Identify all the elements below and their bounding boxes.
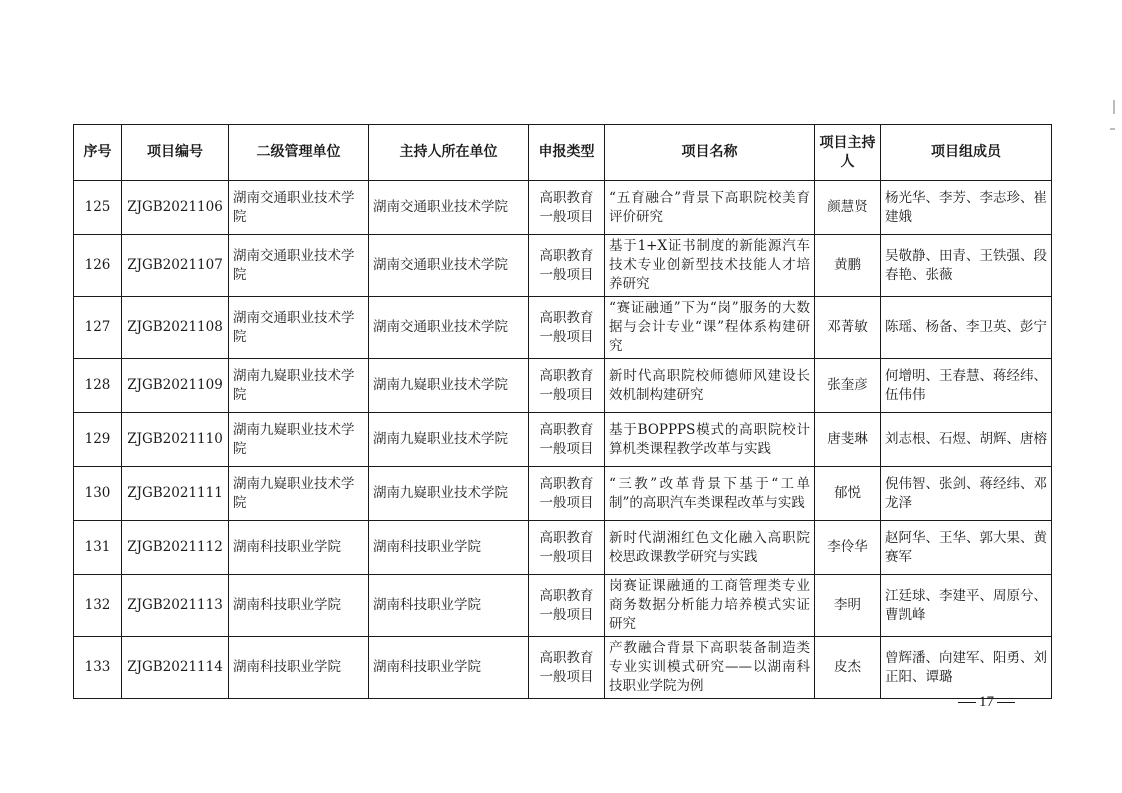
table-row <box>74 235 1052 297</box>
header-no: 序号 <box>74 125 122 181</box>
table-row <box>74 359 1052 413</box>
cell-members: 赵阿华、王华、郭大果、黄赛军 <box>881 521 1052 575</box>
table-row <box>74 413 1052 467</box>
cell-name: 新时代湖湘红色文化融入高职院校思政课教学研究与实践 <box>605 521 815 575</box>
project-table <box>73 124 1052 699</box>
cell-name: “三教”改革背景下基于“工单制”的高职汽车类课程改革与实践 <box>605 467 815 521</box>
header-code: 项目编号 <box>122 125 229 181</box>
page-number-value: 17 <box>979 694 994 710</box>
cell-code: ZJGB2021109 <box>122 359 229 413</box>
cell-unit: 湖南科技职业学院 <box>229 521 369 575</box>
cell-host-unit: 湖南交通职业技术学院 <box>369 181 529 235</box>
cell-members: 刘志根、石煜、胡辉、唐榕 <box>881 413 1052 467</box>
cell-code: ZJGB2021111 <box>122 467 229 521</box>
header-name: 项目名称 <box>605 125 815 181</box>
cell-members: 曾辉潘、向建军、阳勇、刘正阳、谭璐 <box>881 637 1052 699</box>
cell-host-unit: 湖南九嶷职业技术学院 <box>369 359 529 413</box>
table-row <box>74 181 1052 235</box>
cell-no: 131 <box>74 521 122 575</box>
cell-leader: 郁悦 <box>815 467 881 521</box>
cell-leader: 唐斐琳 <box>815 413 881 467</box>
cell-members: 江廷球、李建平、周原兮、曹凯峰 <box>881 575 1052 637</box>
cell-type: 高职教育一般项目 <box>529 467 605 521</box>
cell-name: “五育融合”背景下高职院校美育评价研究 <box>605 181 815 235</box>
scan-artifact <box>1110 128 1115 130</box>
cell-host-unit: 湖南科技职业学院 <box>369 575 529 637</box>
cell-code: ZJGB2021110 <box>122 413 229 467</box>
header-host-unit: 主持人所在单位 <box>369 125 529 181</box>
cell-unit: 湖南交通职业技术学院 <box>229 297 369 359</box>
header-unit: 二级管理单位 <box>229 125 369 181</box>
cell-code: ZJGB2021113 <box>122 575 229 637</box>
cell-type: 高职教育一般项目 <box>529 521 605 575</box>
cell-leader: 皮杰 <box>815 637 881 699</box>
cell-unit: 湖南科技职业学院 <box>229 575 369 637</box>
cell-host-unit: 湖南科技职业学院 <box>369 521 529 575</box>
cell-code: ZJGB2021108 <box>122 297 229 359</box>
cell-no: 133 <box>74 637 122 699</box>
cell-unit: 湖南交通职业技术学院 <box>229 235 369 297</box>
cell-host-unit: 湖南交通职业技术学院 <box>369 235 529 297</box>
header-leader: 项目主持人 <box>815 125 881 181</box>
cell-name: “赛证融通”下为“岗”服务的大数据与会计专业“课”程体系构建研究 <box>605 297 815 359</box>
cell-members: 陈瑶、杨备、李卫英、彭宁 <box>881 297 1052 359</box>
cell-no: 130 <box>74 467 122 521</box>
cell-leader: 黄鹏 <box>815 235 881 297</box>
cell-code: ZJGB2021112 <box>122 521 229 575</box>
cell-leader: 颜慧贤 <box>815 181 881 235</box>
cell-name: 岗赛证课融通的工商管理类专业商务数据分析能力培养模式实证研究 <box>605 575 815 637</box>
page-number <box>955 694 1018 711</box>
cell-members: 吴敬静、田青、王铁强、段春艳、张薇 <box>881 235 1052 297</box>
cell-leader: 邓菁敏 <box>815 297 881 359</box>
cell-unit: 湖南九嶷职业技术学院 <box>229 359 369 413</box>
cell-code: ZJGB2021107 <box>122 235 229 297</box>
cell-members: 杨光华、李芳、李志珍、崔建娥 <box>881 181 1052 235</box>
cell-no: 127 <box>74 297 122 359</box>
table-row <box>74 467 1052 521</box>
cell-type: 高职教育一般项目 <box>529 359 605 413</box>
table-row <box>74 297 1052 359</box>
cell-no: 128 <box>74 359 122 413</box>
cell-unit: 湖南科技职业学院 <box>229 637 369 699</box>
cell-host-unit: 湖南九嶷职业技术学院 <box>369 413 529 467</box>
page-number-dash-left <box>958 702 976 703</box>
cell-type: 高职教育一般项目 <box>529 297 605 359</box>
cell-code: ZJGB2021114 <box>122 637 229 699</box>
cell-name: 基于1+X证书制度的新能源汽车技术专业创新型技术技能人才培养研究 <box>605 235 815 297</box>
cell-leader: 李明 <box>815 575 881 637</box>
cell-type: 高职教育一般项目 <box>529 413 605 467</box>
cell-host-unit: 湖南科技职业学院 <box>369 637 529 699</box>
cell-no: 126 <box>74 235 122 297</box>
cell-host-unit: 湖南交通职业技术学院 <box>369 297 529 359</box>
cell-host-unit: 湖南九嶷职业技术学院 <box>369 467 529 521</box>
cell-type: 高职教育一般项目 <box>529 235 605 297</box>
cell-unit: 湖南交通职业技术学院 <box>229 181 369 235</box>
cell-name: 产教融合背景下高职装备制造类专业实训模式研究——以湖南科技职业学院为例 <box>605 637 815 699</box>
cell-unit: 湖南九嶷职业技术学院 <box>229 413 369 467</box>
cell-leader: 李伶华 <box>815 521 881 575</box>
cell-type: 高职教育一般项目 <box>529 575 605 637</box>
cell-leader: 张奎彦 <box>815 359 881 413</box>
cell-code: ZJGB2021106 <box>122 181 229 235</box>
cell-name: 新时代高职院校师德师风建设长效机制构建研究 <box>605 359 815 413</box>
cell-no: 125 <box>74 181 122 235</box>
page-number-dash-right <box>997 702 1015 703</box>
cell-type: 高职教育一般项目 <box>529 181 605 235</box>
cell-no: 129 <box>74 413 122 467</box>
cell-members: 何增明、王春慧、蒋经纬、伍伟伟 <box>881 359 1052 413</box>
cell-unit: 湖南九嶷职业技术学院 <box>229 467 369 521</box>
cell-type: 高职教育一般项目 <box>529 637 605 699</box>
table-row <box>74 637 1052 699</box>
header-members: 项目组成员 <box>881 125 1052 181</box>
cell-no: 132 <box>74 575 122 637</box>
scan-artifact <box>1113 100 1115 114</box>
header-type: 申报类型 <box>529 125 605 181</box>
cell-name: 基于BOPPPS模式的高职院校计算机类课程教学改革与实践 <box>605 413 815 467</box>
table-row <box>74 521 1052 575</box>
table-header-row <box>74 125 1052 181</box>
table-row <box>74 575 1052 637</box>
cell-members: 倪伟智、张剑、蒋经纬、邓龙泽 <box>881 467 1052 521</box>
